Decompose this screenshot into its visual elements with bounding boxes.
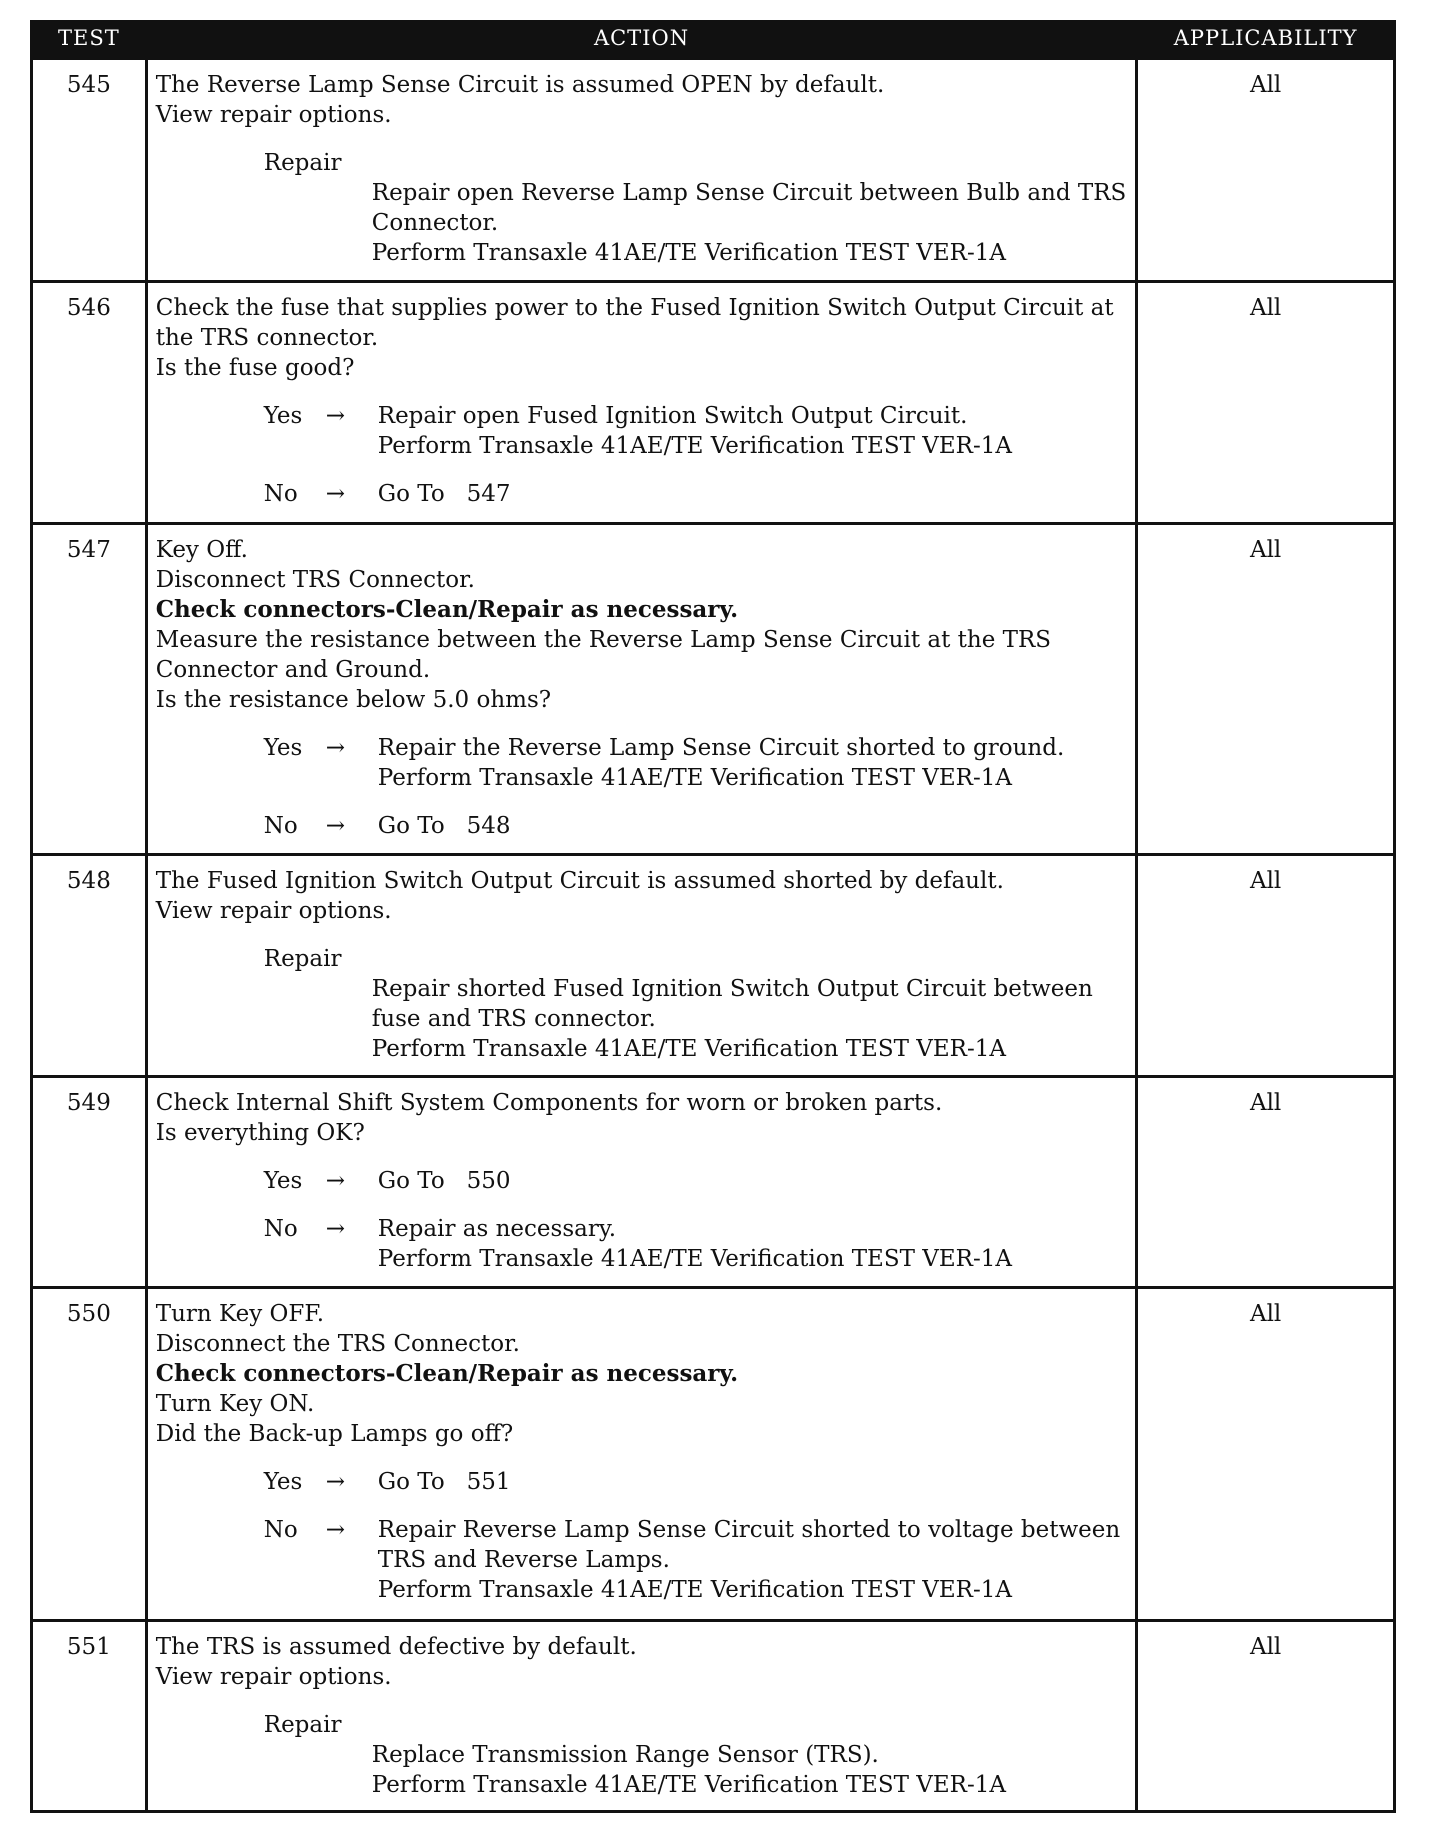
- yes-line: Perform Transaxle 41AE/TE Verification TEST VER-1A: [377, 433, 1012, 459]
- header-applicability: APPLICABILITY: [1137, 22, 1395, 59]
- no-line: TRS and Reverse Lamps.: [377, 1547, 670, 1573]
- arrow-right-icon: →: [325, 813, 346, 839]
- bold-instruction: Check connectors-Clean/Repair as necessary.: [155, 596, 739, 623]
- no-line: Repair Reverse Lamp Sense Circuit shorted to voltage between: [377, 1517, 1121, 1543]
- arrow-right-icon: →: [325, 1168, 346, 1194]
- yes-line: Repair the Reverse Lamp Sense Circuit shorted to ground.: [377, 735, 1065, 761]
- action-line: View repair options.: [155, 102, 392, 128]
- action-line: The Reverse Lamp Sense Circuit is assumed OPEN by default.: [155, 72, 885, 98]
- arrow-right-icon: →: [325, 1517, 346, 1543]
- test-number: 549: [32, 1077, 147, 1288]
- table-row: [32, 1621, 1395, 1812]
- action-line: Turn Key OFF.: [155, 1301, 325, 1327]
- applicability-value: All: [1137, 855, 1395, 1077]
- action-line: Check Internal Shift System Components for worn or broken parts.: [155, 1090, 943, 1116]
- no-line: Perform Transaxle 41AE/TE Verification TEST VER-1A: [377, 1577, 1012, 1603]
- test-number: 548: [32, 855, 147, 1077]
- applicability-value: All: [1137, 524, 1395, 855]
- test-number: 550: [32, 1288, 147, 1621]
- no-label: No: [263, 813, 298, 839]
- repair-label: Repair: [263, 150, 342, 176]
- action-line: View repair options.: [155, 898, 392, 924]
- action-cell: [146, 59, 1137, 282]
- table-row: [32, 59, 1395, 282]
- action-line: Turn Key ON.: [155, 1391, 315, 1417]
- repair-line: Perform Transaxle 41AE/TE Verification TEST VER-1A: [371, 1036, 1006, 1062]
- action-cell: [146, 855, 1137, 1077]
- yes-branch: [156, 1166, 1130, 1196]
- action-line: The Fused Ignition Switch Output Circuit is assumed shorted by default.: [155, 868, 1004, 894]
- action-line: Is the resistance below 5.0 ohms?: [155, 687, 552, 713]
- action-cell: [146, 1077, 1137, 1288]
- action-line: the TRS connector.: [155, 325, 379, 351]
- applicability-value: All: [1137, 1621, 1395, 1812]
- yes-line: Repair open Fused Ignition Switch Output Circuit.: [377, 403, 968, 429]
- action-cell: [146, 1621, 1137, 1812]
- table-row: [32, 1077, 1395, 1288]
- table-row: [32, 524, 1395, 855]
- repair-label: Repair: [263, 1712, 342, 1738]
- applicability-value: All: [1137, 282, 1395, 524]
- no-line: Perform Transaxle 41AE/TE Verification TEST VER-1A: [377, 1246, 1012, 1272]
- header-action: ACTION: [146, 22, 1137, 59]
- yes-line: Perform Transaxle 41AE/TE Verification TEST VER-1A: [377, 765, 1012, 791]
- arrow-right-icon: →: [325, 481, 346, 507]
- no-label: No: [263, 481, 298, 507]
- test-number: 546: [32, 282, 147, 524]
- no-branch: [156, 479, 1130, 509]
- diagnostic-table: [30, 20, 1396, 1813]
- repair-line: Repair open Reverse Lamp Sense Circuit between Bulb and TRS: [371, 180, 1127, 206]
- repair-line: Perform Transaxle 41AE/TE Verification TEST VER-1A: [371, 1772, 1006, 1798]
- yes-line: Go To 550: [377, 1168, 511, 1194]
- table-header-row: [32, 22, 1395, 59]
- repair-line: Perform Transaxle 41AE/TE Verification TEST VER-1A: [371, 240, 1006, 266]
- yes-label: Yes: [263, 1168, 303, 1194]
- action-line: Disconnect TRS Connector.: [155, 567, 475, 593]
- header-test: TEST: [32, 22, 147, 59]
- repair-line: fuse and TRS connector.: [371, 1006, 656, 1032]
- yes-branch: [156, 1467, 1130, 1497]
- no-label: No: [263, 1517, 298, 1543]
- yes-label: Yes: [263, 403, 303, 429]
- table-row: [32, 1288, 1395, 1621]
- test-number: 547: [32, 524, 147, 855]
- yes-branch: [156, 733, 1130, 793]
- action-line: Is the fuse good?: [155, 355, 355, 381]
- bold-instruction: Check connectors-Clean/Repair as necessary.: [155, 1360, 739, 1387]
- test-number: 545: [32, 59, 147, 282]
- no-line: Go To 548: [377, 813, 511, 839]
- action-cell: [146, 524, 1137, 855]
- applicability-value: All: [1137, 59, 1395, 282]
- repair-line: Connector.: [371, 210, 499, 236]
- action-cell: [146, 1288, 1137, 1621]
- table-row: [32, 282, 1395, 524]
- yes-label: Yes: [263, 735, 303, 761]
- action-line: Is everything OK?: [155, 1120, 365, 1146]
- yes-line: Go To 551: [377, 1469, 511, 1495]
- repair-line: Repair shorted Fused Ignition Switch Output Circuit between: [371, 976, 1093, 1002]
- no-label: No: [263, 1216, 298, 1242]
- action-line: Connector and Ground.: [155, 657, 431, 683]
- action-line: Disconnect the TRS Connector.: [155, 1331, 520, 1357]
- arrow-right-icon: →: [325, 1216, 346, 1242]
- no-line: Repair as necessary.: [377, 1216, 617, 1242]
- action-line: Check the fuse that supplies power to the Fused Ignition Switch Output Circuit at: [155, 295, 1114, 321]
- action-line: View repair options.: [155, 1664, 392, 1690]
- test-number: 551: [32, 1621, 147, 1812]
- arrow-right-icon: →: [325, 735, 346, 761]
- repair-line: Replace Transmission Range Sensor (TRS).: [371, 1742, 879, 1768]
- action-line: Key Off.: [155, 537, 248, 563]
- table-row: [32, 855, 1395, 1077]
- action-line: The TRS is assumed defective by default.: [155, 1634, 637, 1660]
- arrow-right-icon: →: [325, 403, 346, 429]
- applicability-value: All: [1137, 1288, 1395, 1621]
- yes-branch: [156, 401, 1130, 461]
- no-branch: [156, 811, 1130, 841]
- action-line: Did the Back-up Lamps go off?: [155, 1421, 514, 1447]
- no-branch: [156, 1214, 1130, 1274]
- action-line: Measure the resistance between the Reverse Lamp Sense Circuit at the TRS: [155, 627, 1052, 653]
- arrow-right-icon: →: [325, 1469, 346, 1495]
- repair-label: Repair: [263, 946, 342, 972]
- action-cell: [146, 282, 1137, 524]
- no-line: Go To 547: [377, 481, 511, 507]
- yes-label: Yes: [263, 1469, 303, 1495]
- no-branch: [156, 1515, 1130, 1605]
- applicability-value: All: [1137, 1077, 1395, 1288]
